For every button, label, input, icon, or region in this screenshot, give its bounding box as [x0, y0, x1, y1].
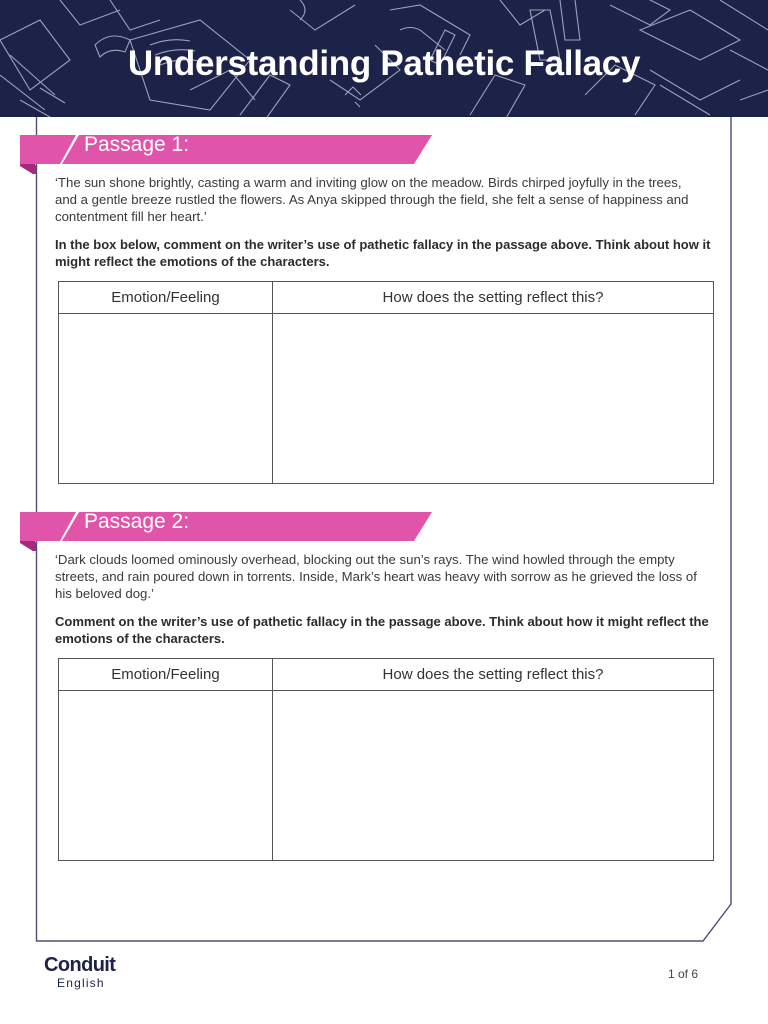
- table-row: [59, 314, 714, 484]
- passage-text: ‘The sun shone brightly, casting a warm and inviting glow on the meadow. Birds chirped joyfully in the trees, and a gentle breeze rustled the flowers. As Anya skipped through the field, she felt a sense of happiness and contentment fill her heart.’: [55, 175, 689, 224]
- response-table: [58, 281, 714, 484]
- setting-answer-cell[interactable]: [273, 691, 714, 861]
- instruction-text: In the box below, comment on the writer’s use of pathetic fallacy in the passage above. Think about how it might reflect the emotions of the characters.: [55, 237, 711, 269]
- logo-subtitle: English: [57, 976, 105, 990]
- emotion-answer-cell[interactable]: [59, 691, 273, 861]
- instruction-text: Comment on the writer’s use of pathetic fallacy in the passage above. Think about how it might reflect the emotions of the characters.: [55, 614, 709, 646]
- ribbon-shape: [0, 507, 450, 551]
- page-indicator: 1 of 6: [668, 967, 699, 981]
- section-banner-passage-1: [0, 130, 450, 174]
- section-heading: Passage 2:: [84, 510, 190, 533]
- column-header-emotion: Emotion/Feeling: [59, 282, 273, 314]
- header-banner: [0, 0, 768, 117]
- response-table: [58, 658, 714, 861]
- emotion-answer-cell[interactable]: [59, 314, 273, 484]
- conduit-english-logo: [44, 954, 115, 990]
- ribbon-shape: [0, 130, 450, 174]
- page-title: Understanding Pathetic Fallacy: [127, 44, 641, 83]
- column-header-emotion: Emotion/Feeling: [59, 659, 273, 691]
- section-banner-passage-2: [0, 507, 450, 551]
- table-row: [59, 691, 714, 861]
- section-heading: Passage 1:: [84, 133, 190, 156]
- column-header-setting: How does the setting reflect this?: [273, 282, 714, 314]
- logo-wordmark: Conduit: [44, 954, 116, 976]
- setting-answer-cell[interactable]: [273, 314, 714, 484]
- passage-text: ‘Dark clouds loomed ominously overhead, blocking out the sun’s rays. The wind howled through the empty streets, and rain poured down in torrents. Inside, Mark’s heart was heavy with sorrow as he grieved the loss of his beloved dog.’: [55, 552, 697, 601]
- column-header-setting: How does the setting reflect this?: [273, 659, 714, 691]
